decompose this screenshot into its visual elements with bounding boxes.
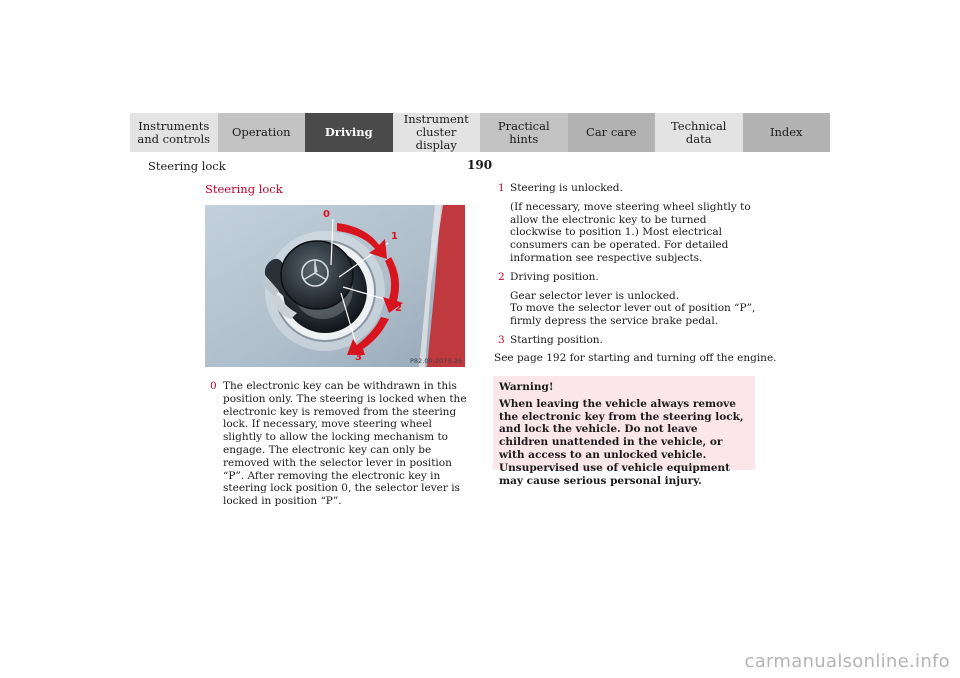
position-text: The electronic key can be withdrawn in this position only. The steering is locked when the electronic key is removed from the steering lock. If necessary, move steering wheel slightly to allow the locking mechanism to engage. The electronic key can only be removed with the selector lever in position “P”. After removing the electronic key in steering lock position 0, the selector lever is locked in position “P”. xyxy=(223,380,467,508)
site-watermark: carmanualsonline.info xyxy=(744,651,950,672)
warning-title: Warning! xyxy=(499,381,554,393)
position-detail: (If necessary, move steering wheel slightly to allow the electronic key to be turned clockwise to position 1.) Most electrical consumers can be operated. For detailed information see respective subjects. xyxy=(510,200,751,264)
position-label-0: 0 xyxy=(323,209,330,220)
tab-car-care[interactable]: Car care xyxy=(568,113,656,152)
position-label-2: 2 xyxy=(395,303,402,314)
position-2-description xyxy=(498,271,758,328)
position-3-description xyxy=(498,334,758,347)
position-text: Steering is unlocked. xyxy=(510,182,623,194)
figure-code: P82.00-2073-26 xyxy=(410,357,463,365)
position-number: 3 xyxy=(498,333,505,346)
position-label-1: 1 xyxy=(391,231,398,242)
page-header-title: Steering lock xyxy=(148,159,226,173)
tab-instrument-cluster-display[interactable]: Instrument cluster display xyxy=(393,113,481,152)
see-page-reference: See page 192 for starting and turning off the engine. xyxy=(494,352,777,364)
warning-box xyxy=(493,376,755,487)
page-number: 190 xyxy=(467,158,493,172)
position-number: 1 xyxy=(498,182,505,194)
tab-driving[interactable]: Driving xyxy=(305,113,393,152)
steering-lock-illustration xyxy=(205,205,465,367)
tab-practical-hints[interactable]: Practical hints xyxy=(480,113,568,152)
position-1-description xyxy=(498,182,758,265)
chapter-tabs xyxy=(130,113,830,152)
warning-text: When leaving the vehicle always remove the electronic key from the steering lock, and lock the vehicle. Do not leave children unattended in the vehicle, or with access to an unlocked vehicle. Unsupervised use of vehicle equipment may cause serious personal injury. xyxy=(499,397,744,487)
positions-list xyxy=(498,182,758,353)
tab-operation[interactable]: Operation xyxy=(218,113,306,152)
tab-instruments-and-controls[interactable]: Instruments and controls xyxy=(130,113,218,152)
position-text: Driving position. xyxy=(510,270,599,283)
position-text: Starting position. xyxy=(510,333,603,346)
position-number: 2 xyxy=(498,270,505,283)
section-title: Steering lock xyxy=(205,182,283,196)
position-number: 0 xyxy=(210,380,217,392)
tab-technical-data[interactable]: Technical data xyxy=(655,113,743,152)
position-detail: Gear selector lever is unlocked. To move the selector lever out of position “P”, firmly depress the service brake pedal. xyxy=(510,289,756,328)
position-0-description xyxy=(210,380,468,508)
tab-index[interactable]: Index xyxy=(743,113,831,152)
position-label-3: 3 xyxy=(355,352,362,363)
